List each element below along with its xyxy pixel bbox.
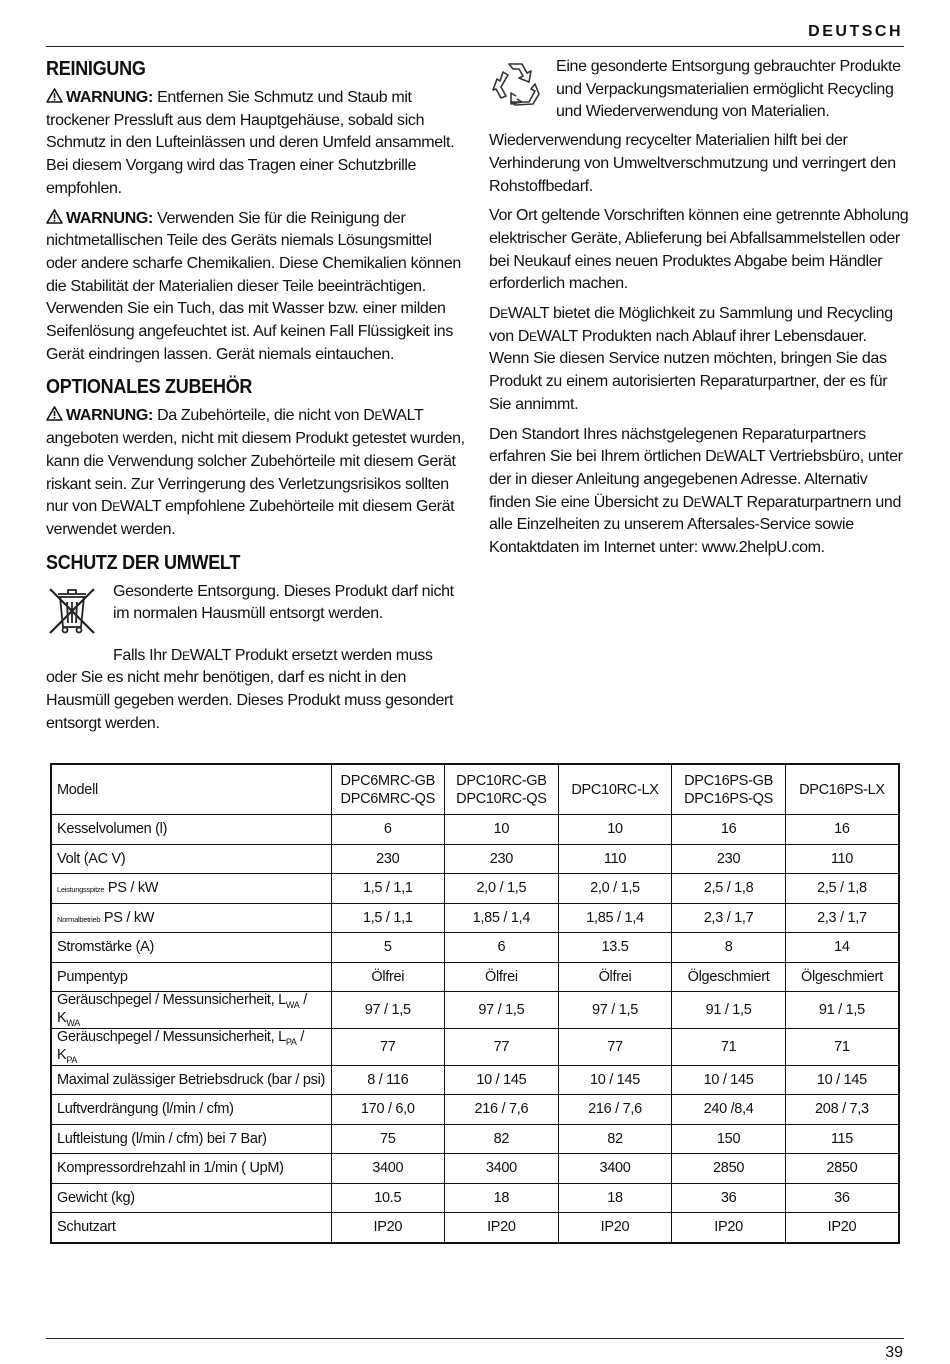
row-label: Pumpentyp: [51, 962, 331, 992]
row-label: Geräuschpegel / Messunsicherheit, $L_{WA} / K_{WA}$: [51, 992, 331, 1029]
recycling-text: Eine gesonderte Entsorgung gebrauchter Produkte und Verpackungsmaterialien ermöglicht Recycling und Wiederverwendung von Materialien.: [556, 58, 901, 121]
row-label: Normalbetrieb PS / kW: [51, 903, 331, 933]
value-cell: 10.5: [331, 1183, 445, 1213]
table-row: [51, 1065, 899, 1095]
value-cell: 10: [445, 815, 559, 845]
header-divider: [46, 46, 904, 47]
value-cell: 150: [672, 1124, 786, 1154]
accessories-title: OPTIONALES ZUBEHÖR: [46, 376, 253, 399]
left-column: [46, 56, 466, 743]
value-cell: 208 / 7,3: [785, 1095, 899, 1125]
value-cell: 2,3 / 1,7: [785, 903, 899, 933]
warning-label: WARNUNG:: [66, 89, 153, 106]
value-cell: 8: [672, 933, 786, 963]
value-cell: 110: [558, 844, 672, 874]
specs-table-wrapper: [50, 763, 898, 1244]
value-cell: 230: [445, 844, 559, 874]
value-cell: IP20: [558, 1213, 672, 1243]
value-cell: 16: [672, 815, 786, 845]
service-text: DEWALT bietet die Möglichkeit zu Sammlung und Recycling von DEWALT Produkten nach Ablauf ihrer Lebensdauer. Wenn Sie diesen Service nutzen möchten, bringen Sie das Produkt zu einem autorisierten Reparaturpartner, der es für Sie annimmt.: [489, 305, 893, 413]
row-label: Kesselvolumen (l): [51, 815, 331, 845]
model-cell: DPC10RC-GB DPC10RC-QS: [445, 764, 559, 815]
value-cell: 82: [558, 1124, 672, 1154]
brand-name: DEWALT: [101, 498, 161, 516]
table-row: [51, 992, 899, 1029]
value-cell: 2,0 / 1,5: [445, 874, 559, 904]
value-cell: 170 / 6,0: [331, 1095, 445, 1125]
warning-label: WARNUNG:: [66, 209, 153, 227]
value-cell: 2850: [785, 1154, 899, 1184]
warning-triangle-icon: [46, 406, 63, 421]
value-cell: Ölgeschmiert: [785, 962, 899, 992]
brand-name: DEWALT: [170, 646, 231, 664]
warning-triangle-icon: [46, 209, 63, 224]
table-row: [51, 903, 899, 933]
value-cell: 18: [558, 1183, 672, 1213]
row-label: Kompressordrehzahl in 1/min ( UpM): [51, 1154, 331, 1184]
value-cell: 3400: [445, 1154, 559, 1184]
value-cell: 216 / 7,6: [445, 1095, 559, 1125]
model-cell: DPC10RC-LX: [558, 764, 672, 815]
value-cell: 18: [445, 1183, 559, 1213]
warning-label: WARNUNG:: [66, 407, 153, 425]
brand-name: DEWALT: [517, 327, 578, 345]
row-label: Maximal zulässiger Betriebsdruck (bar / psi): [51, 1065, 331, 1095]
value-cell: 1,85 / 1,4: [445, 903, 559, 933]
value-cell: 230: [672, 844, 786, 874]
value-cell: 3400: [558, 1154, 672, 1184]
value-cell: Ölfrei: [558, 962, 672, 992]
table-row: [51, 1183, 899, 1213]
value-cell: IP20: [672, 1213, 786, 1243]
value-cell: Ölfrei: [331, 962, 445, 992]
value-cell: 82: [445, 1124, 559, 1154]
accessories-text-a: Da Zubehörteile, die nicht von: [152, 407, 364, 425]
value-cell: 77: [331, 1028, 445, 1065]
model-cell: DPC16PS-LX: [785, 764, 899, 815]
value-cell: 8 / 116: [331, 1065, 445, 1095]
value-cell: 5: [331, 933, 445, 963]
recycling-icon: [489, 58, 543, 108]
separate-collection-text: Gesonderte Entsorgung. Dieses Produkt darf nicht im normalen Hausmüll entsorgt werden.: [113, 582, 454, 623]
value-cell: Ölgeschmiert: [672, 962, 786, 992]
value-cell: 77: [558, 1028, 672, 1065]
model-cell: DPC16PS-GB DPC16PS-QS: [672, 764, 786, 815]
table-row: [51, 933, 899, 963]
value-cell: 13.5: [558, 933, 672, 963]
table-row: [51, 815, 899, 845]
value-cell: 36: [672, 1183, 786, 1213]
header-language: DEUTSCH: [808, 23, 903, 40]
warning-text: Verwenden Sie für die Reinigung der nichtmetallischen Teile des Geräts niemals Lösungsmittel oder andere scharfe Chemikalien. Diese Chemikalien können die Stabilität der Materialien dieser Teile beeinträchtigen. Verwenden Sie ein Tuch, das mit Wasser bzw. einer milden Seifenlösung angefeuchtet ist. Auf keinen Fall Flüssigkeit ins Gerät eindringen lassen. Gerät niemals eintauchen.: [46, 209, 461, 363]
value-cell: 10 / 145: [445, 1065, 559, 1095]
value-cell: 97 / 1,5: [445, 992, 559, 1029]
value-cell: 71: [672, 1028, 786, 1065]
value-cell: 115: [785, 1124, 899, 1154]
table-row: [51, 962, 899, 992]
value-cell: 2850: [672, 1154, 786, 1184]
replace-product-text: Falls Ihr DEWALT Produkt ersetzt werden muss oder Sie es nicht mehr benötigen, darf es nicht in den Hausmüll gegeben werden. Dieses Produkt muss gesondert entsorgt werden.: [46, 646, 454, 732]
value-cell: 2,0 / 1,5: [558, 874, 672, 904]
value-cell: 1,5 / 1,1: [331, 903, 445, 933]
value-cell: IP20: [785, 1213, 899, 1243]
value-cell: 97 / 1,5: [331, 992, 445, 1029]
value-cell: 10 / 145: [672, 1065, 786, 1095]
reuse-text: Wiederverwendung recycelter Materialien hilft bei der Verhinderung von Umweltverschmutzung und verringert den Rohstoffbedarf.: [489, 132, 896, 195]
row-label: Luftleistung (l/min / cfm) bei 7 Bar): [51, 1124, 331, 1154]
table-row: [51, 1095, 899, 1125]
warning-triangle-icon: [46, 88, 63, 103]
value-cell: 3400: [331, 1154, 445, 1184]
cleaning-warning-1: [46, 87, 466, 201]
recycling-block: [489, 56, 909, 124]
table-row: [51, 1124, 899, 1154]
row-label: Geräuschpegel / Messunsicherheit, $L_{PA} / K_{PA}$: [51, 1028, 331, 1065]
value-cell: 16: [785, 815, 899, 845]
environment-section: [46, 550, 466, 736]
value-cell: 77: [445, 1028, 559, 1065]
row-label: Schutzart: [51, 1213, 331, 1243]
value-cell: 6: [445, 933, 559, 963]
page-number: 39: [885, 1344, 903, 1361]
value-cell: 6: [331, 815, 445, 845]
value-cell: 216 / 7,6: [558, 1095, 672, 1125]
table-row: [51, 844, 899, 874]
location-text: Den Standort Ihres nächstgelegenen Reparaturpartners erfahren Sie bei Ihrem örtlichen DEWALT Vertriebsbüro, unter der in dieser Anleitung angegebenen Adresse. Alternativ finden Sie eine Übersicht zu DEWALT Reparaturpartnern und alle Einzelheiten zu unserem Aftersales-Service sowie Kontaktdaten im Internet unter: www.2helpU.com.: [489, 425, 903, 557]
accessories-text-c: empfohlene Zubehörteile mit diesem Gerät verwendet werden.: [46, 498, 455, 538]
cleaning-title: REINIGUNG: [46, 58, 146, 80]
cleaning-warning-2: [46, 208, 466, 367]
value-cell: 91 / 1,5: [785, 992, 899, 1029]
brand-name: DEWALT: [489, 305, 549, 323]
accessories-text-b: angeboten werden, nicht mit diesem Produkt getestet wurden, kann die Verwendung solcher Zubehörteile mit diesem Gerät riskant sein. Zur Verringerung des Verletzungsrisikos sollten nur von: [46, 430, 465, 516]
cleaning-section: [46, 56, 466, 366]
value-cell: Ölfrei: [445, 962, 559, 992]
table-row: [51, 1154, 899, 1184]
table-header-row: [51, 764, 899, 815]
value-cell: 10 / 145: [558, 1065, 672, 1095]
separate-collection-block: [46, 581, 466, 641]
value-cell: 91 / 1,5: [672, 992, 786, 1029]
value-cell: 230: [331, 844, 445, 874]
value-cell: IP20: [331, 1213, 445, 1243]
value-cell: 1,85 / 1,4: [558, 903, 672, 933]
specs-table-body: [51, 764, 899, 1243]
value-cell: 1,5 / 1,1: [331, 874, 445, 904]
row-label: Stromstärke (A): [51, 933, 331, 963]
value-cell: 10 / 145: [785, 1065, 899, 1095]
row-label: Gewicht (kg): [51, 1183, 331, 1213]
value-cell: 71: [785, 1028, 899, 1065]
model-cell: DPC6MRC-GB DPC6MRC-QS: [331, 764, 445, 815]
value-cell: 14: [785, 933, 899, 963]
models-label: Modell: [51, 764, 331, 815]
value-cell: 10: [558, 815, 672, 845]
warning-text: Entfernen Sie Schmutz und Staub mit trockener Pressluft aus dem Hauptgehäuse, sobald sich Schmutz in den Lufteinlässen und deren Umfeld ansammelt. Bei diesem Vorgang wird das Tragen einer Schutzbrille empfohlen.: [46, 89, 455, 197]
value-cell: 2,3 / 1,7: [672, 903, 786, 933]
environment-title: SCHUTZ DER UMWELT: [46, 551, 241, 574]
value-cell: 2,5 / 1,8: [785, 874, 899, 904]
row-label: Luftverdrängung (l/min / cfm): [51, 1095, 331, 1125]
table-row: [51, 1213, 899, 1243]
specs-table: [50, 763, 900, 1244]
brand-name: DEWALT: [682, 493, 743, 511]
brand-name: DEWALT: [705, 448, 765, 466]
right-column: [489, 56, 909, 567]
local-rules-text: Vor Ort geltende Vorschriften können eine getrennte Abholung elektrischer Geräte, Ablieferung bei Abfallsammelstellen oder bei Neukauf eines neuen Produktes Abgabe beim Händler erforderlich machen.: [489, 207, 909, 293]
accessories-warning: [46, 405, 466, 541]
crossed-bin-icon: [46, 583, 98, 637]
value-cell: 36: [785, 1183, 899, 1213]
value-cell: 240 /8,4: [672, 1095, 786, 1125]
value-cell: 97 / 1,5: [558, 992, 672, 1029]
value-cell: 2,5 / 1,8: [672, 874, 786, 904]
footer-divider: [46, 1338, 904, 1339]
row-label: Volt (AC V): [51, 844, 331, 874]
table-row: [51, 874, 899, 904]
accessories-section: [46, 374, 466, 541]
row-label: Leistungsspitze PS / kW: [51, 874, 331, 904]
table-row: [51, 1028, 899, 1065]
value-cell: IP20: [445, 1213, 559, 1243]
value-cell: 75: [331, 1124, 445, 1154]
brand-name: DEWALT: [363, 407, 424, 425]
value-cell: 110: [785, 844, 899, 874]
